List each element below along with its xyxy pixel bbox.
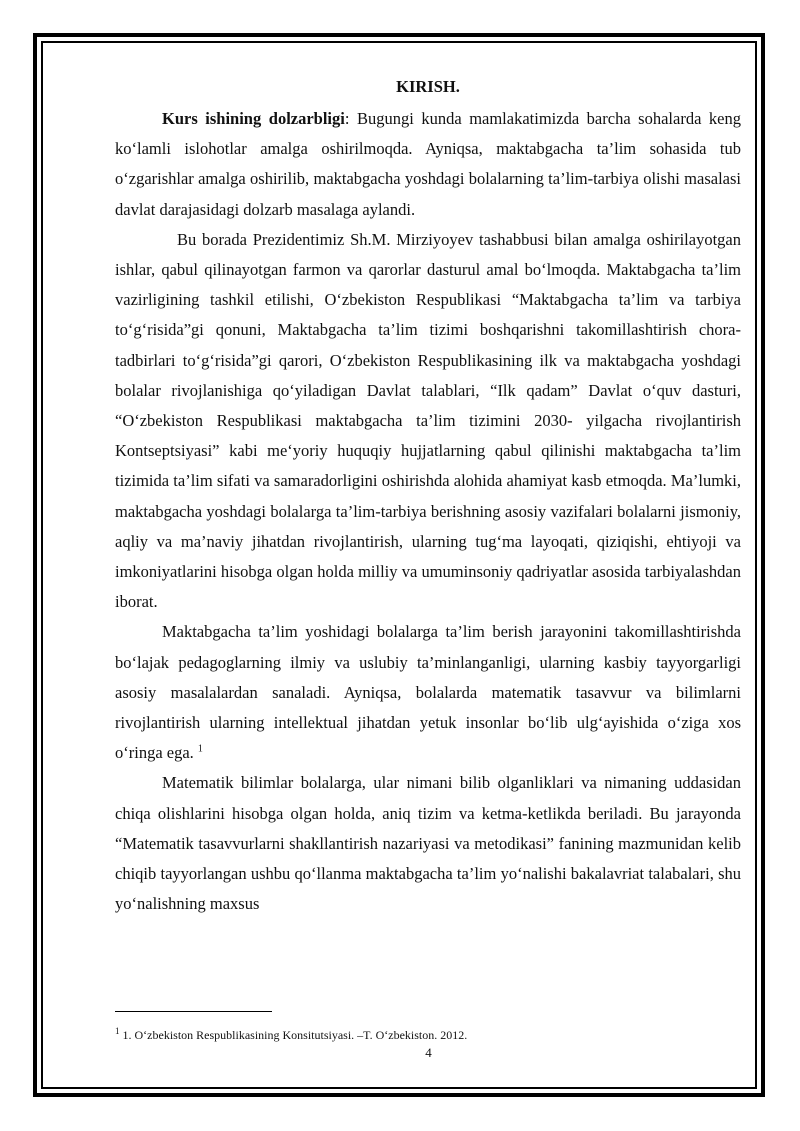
paragraph-pedagogues (115, 617, 741, 768)
paragraph-president-initiative (115, 225, 741, 618)
document-body (115, 70, 741, 919)
paragraph-relevance (115, 104, 741, 225)
paragraph-text: Maktabgacha ta’lim yoshidagi bolalarga ta’lim berish jarayonini takomillashtirishda bo‘lajak pedagoglarning ilmiy va uslubiy ta’minlanganligi, ularning kasbiy tayyorgarligi asosiy masalalardan sanaladi. Ayniqsa, bolalarda matematik tasavvur va bilimlarni rivojlantirish ularning intellektual jihatdan yetuk insonlar bo‘lib ulg‘ayishida o‘ziga xos o‘ringa ega. (115, 622, 741, 763)
footnote-marker: 1 (115, 1026, 120, 1036)
footnote-reference[interactable]: 1 (197, 743, 203, 755)
paragraph-math-knowledge (115, 768, 741, 919)
page-number: 4 (425, 1045, 432, 1060)
footnote (115, 1027, 741, 1043)
paragraph-text: : Bugungi kunda mamlakatimizda barcha sohalarda keng ko‘lamli islohotlar amalga oshirilmoqda. Ayniqsa, maktabgacha ta’lim sohasida tub o‘zgarishlar amalga oshirilib, maktabgacha yoshdagi bolalarning ta’lim-tarbiya olishi masalasi davlat darajasidagi dolzarb masalaga aylandi. (115, 109, 741, 219)
paragraph-text: Matematik bilimlar bolalarga, ular nimani bilib olganliklari va nimaning uddasidan chiqa olishlarini hisobga olgan holda, aniq tizim va ketma-ketlikda beriladi. Bu jarayonda “Matematik tasavvurlarni shakllantirish nazariyasi va metodikasi” fanining mazmunidan kelib chiqib tayyorlangan ushbu qo‘llanma maktabgacha ta’lim yo‘nalishi bakalavriat talabalari, shu yo‘nalishning maxsus (115, 773, 741, 914)
paragraph-text: Bu borada Prezidentimiz Sh.M. Mirziyoyev tashabbusi bilan amalga oshirilayotgan ishlar, qabul qilinayotgan farmon va qarorlar dasturul amal bo‘lmoqda. Maktabgacha ta’lim vazirligining tashkil etilishi, O‘zbekiston Respublikasi “Maktabgacha ta’lim va tarbiya to‘g‘risida”gi qonuni, Maktabgacha ta’lim tizimi boshqarishni takomillashtirish chora-tadbirlari to‘g‘risida”gi qarori, O‘zbekiston Respublikasining ilk va maktabgacha yoshdagi bolalar rivojlanishiga qo‘yiladigan Davlat talablari, “Ilk qadam” Davlat o‘quv dasturi, “O‘zbekiston Respublikasi maktabgacha ta’lim tizimini 2030- yilgacha rivojlantirish Kontseptsiyasi” kabi me‘yoriy huquqiy hujjatlarning qabul qilinishi maktabgacha ta’lim tizimida ta’lim sifati va samaradorligini oshirishda alohida ahamiyat kasb etmoqda. Ma’lumki, maktabgacha yoshdagi bolalarga ta’lim-tarbiya berishning asosiy vazifalari bolalarni jismoniy, aqliy va ma’naviy jihatdan rivojlantirish, ularning tug‘ma layoqati, qiziqishi, ehtiyoji va imkoniyatlarini hisobga olgan holda milliy va umuminsoniy qadriyatlar asosida tarbiyalashdan iborat. (115, 229, 741, 612)
paragraph-lead: Kurs ishining dolzarbligi (162, 109, 345, 128)
footnote-separator (115, 1011, 272, 1012)
section-title: KIRISH. (396, 77, 460, 96)
footnote-text: 1. O‘zbekiston Respublikasining Konsitutsiyasi. –T. O‘zbekiston. 2012. (119, 1028, 468, 1042)
